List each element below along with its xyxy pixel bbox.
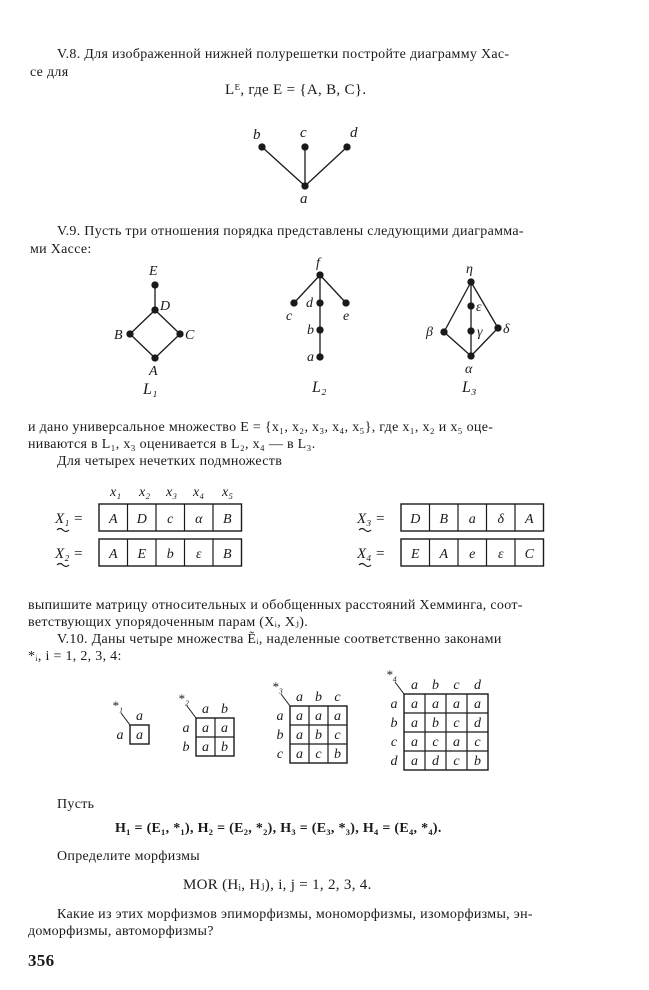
op-col-header: c (334, 690, 341, 705)
l2-node-b: b (307, 323, 314, 338)
col-header-x2: x₂ (139, 485, 151, 500)
v10-define: Определите морфизмы (57, 849, 200, 864)
op-col-header: b (221, 702, 228, 717)
set-cell-value: ε (195, 547, 202, 562)
v8-line2: се для (30, 65, 69, 80)
op-corner-line (395, 682, 404, 694)
op-cell: a (296, 709, 303, 724)
set-cell-value: ε (497, 547, 504, 562)
set-x2-label: X₂ = (55, 546, 84, 562)
v9-text1: и дано универсальное множество E = {x₁, x₂, x₃, x₄, x₅}, где x₁, x₂ и x₅ оце- (28, 420, 494, 435)
col-header-x5: x₅ (222, 485, 234, 500)
l2-name: L₂ (312, 379, 327, 396)
set-cell-value: D (136, 512, 147, 527)
v9-text5: ветствующих упорядоченным парам (Xᵢ, Xⱼ). (28, 615, 309, 630)
op-cell: a (411, 716, 418, 731)
op-row-header: a (390, 697, 398, 712)
l1-node-C: C (185, 328, 195, 343)
set-cell-value: b (166, 547, 174, 562)
op-cell: a (411, 754, 418, 769)
op-col-header: a (202, 702, 209, 717)
v8-semilattice-graph (259, 144, 350, 189)
l1-node-D: D (160, 299, 171, 314)
op-corner-line (121, 713, 130, 725)
op-cell: c (315, 747, 322, 762)
l1-hasse-diagram (114, 264, 195, 398)
op-cell: b (315, 728, 322, 743)
set-cell-value: C (524, 547, 534, 562)
op-table-1 (112, 698, 149, 744)
l3-node-beta: β (426, 325, 433, 340)
set-x1-label: X₁ = (55, 511, 84, 527)
v9-line1: V.9. Пусть три отношения порядка представлены следующими диаграмма- (57, 224, 524, 239)
l1-node-B: B (114, 328, 123, 343)
l1-name: L₁ (143, 381, 158, 398)
op-row-header: b (276, 728, 284, 743)
op-cell: a (296, 747, 303, 762)
set-cell-value: D (410, 512, 421, 527)
op-cell: a (334, 709, 341, 724)
op-cell: c (474, 735, 481, 750)
op-table-2 (178, 691, 234, 756)
v10-question1: Какие из этих морфизмов эпиморфизмы, мономорфизмы, изоморфизмы, эн- (57, 907, 533, 922)
v9-text3: Для четырех нечетких подмножеств (57, 454, 283, 469)
l2-node-c: c (286, 309, 293, 324)
set-cell-value: A (108, 512, 118, 527)
op-cell: a (474, 697, 481, 712)
op-row-header: a (116, 728, 124, 743)
v8-line1: V.8. Для изображенной нижней полурешетки постройте диаграмму Хас- (57, 47, 510, 62)
op-symbol: *₁ (112, 698, 124, 713)
op-cell: a (411, 735, 418, 750)
op-corner-line (187, 706, 196, 718)
op-cell: b (334, 747, 341, 762)
fuzzy-subsets (54, 485, 544, 567)
op-cell: a (202, 740, 209, 755)
op-cell: c (453, 754, 460, 769)
op-cell: b (474, 754, 481, 769)
set-cell-value: a (468, 512, 476, 527)
op-row-header: c (276, 747, 284, 762)
l3-hasse-diagram (425, 262, 510, 396)
set-cell-value: δ (497, 512, 505, 527)
op-col-header: a (296, 690, 303, 705)
l2-node-d: d (306, 296, 313, 311)
set-cell-value: e (469, 547, 476, 562)
v9-text2: ниваются в L₁, x₃ оценивается в L₂, x₄ — в L₃. (28, 437, 316, 452)
op-cell: a (315, 709, 322, 724)
v10-line2: *ᵢ, i = 1, 2, 3, 4: (28, 649, 122, 664)
l2-hasse-diagram (286, 256, 349, 396)
set-cell-value: B (222, 512, 232, 527)
op-row-header: b (182, 740, 190, 755)
v10-question2: доморфизмы, автоморфизмы? (28, 924, 214, 939)
op-corner-line (281, 694, 290, 706)
op-table-4 (386, 667, 488, 770)
v10-pust: Пусть (57, 797, 95, 812)
col-header-x4: x₄ (193, 485, 205, 500)
set-cell-value: B (222, 547, 232, 562)
op-row-header: a (182, 721, 190, 736)
set-cell-value: α (195, 512, 203, 527)
op-cell: b (221, 740, 228, 755)
op-col-header: a (411, 678, 418, 693)
v10-h-formula: H₁ = (E₁, *₁), H₂ = (E₂, *₂), H₃ = (E₃, *₃), H₄ = (E₄, *₄). (115, 821, 442, 836)
op-col-header: a (136, 709, 143, 724)
set-cell-value: A (524, 512, 534, 527)
page-number: 356 (28, 951, 55, 970)
l2-node-f: f (316, 256, 320, 271)
op-col-header: b (315, 690, 322, 705)
v8-node-a: a (300, 191, 308, 207)
v10-line1: V.10. Даны четыре множества Ẽᵢ, наделенные соответственно законами (57, 632, 502, 647)
l3-node-epsilon: ε (476, 300, 482, 315)
l3-node-gamma: γ (477, 325, 483, 340)
l3-node-delta: δ (503, 322, 510, 337)
op-row-header: c (390, 735, 398, 750)
op-cell: b (432, 716, 439, 731)
op-symbol: *₄ (386, 667, 398, 682)
op-cell: a (202, 721, 209, 736)
op-symbol: *₂ (178, 691, 190, 706)
set-cell-value: E (137, 547, 147, 562)
v8-node-d: d (350, 125, 358, 141)
op-cell: a (432, 697, 439, 712)
v8-node-c: c (300, 125, 307, 141)
op-cell: a (453, 697, 460, 712)
set-x3-label: X₃ = (357, 511, 386, 527)
set-x4-label: X₄ = (357, 546, 386, 562)
op-row-header: d (390, 754, 398, 769)
l2-node-a: a (307, 350, 314, 365)
v10-mor: MOR (Hᵢ, Hⱼ), i, j = 1, 2, 3, 4. (183, 877, 372, 893)
op-col-header: c (453, 678, 460, 693)
set-cell-value: E (410, 547, 420, 562)
op-cell: a (296, 728, 303, 743)
l1-node-A: A (149, 364, 158, 379)
col-header-x3: x₃ (166, 485, 178, 500)
op-cell: c (453, 716, 460, 731)
op-table-3 (272, 679, 347, 763)
op-cell: a (411, 697, 418, 712)
l1-node-E: E (149, 264, 158, 279)
set-cell-value: A (108, 547, 118, 562)
op-col-header: d (474, 678, 481, 693)
op-cell: d (474, 716, 481, 731)
v9-text4: выпишите матрицу относительных и обобщенных расстояний Хемминга, соот- (28, 598, 523, 613)
set-cell-value: A (439, 547, 449, 562)
l3-node-alpha: α (465, 362, 473, 377)
op-cell: a (453, 735, 460, 750)
op-row-header: a (276, 709, 284, 724)
op-cell: c (334, 728, 341, 743)
v8-formula: Lᴱ, где E = {A, B, C}. (225, 82, 367, 98)
col-header-x1: x₁ (110, 485, 122, 500)
op-cell: a (221, 721, 228, 736)
op-cell: a (136, 728, 143, 743)
op-symbol: *₃ (272, 679, 284, 694)
op-row-header: b (390, 716, 398, 731)
set-cell-value: B (439, 512, 449, 527)
op-cell: c (432, 735, 439, 750)
set-cell-value: c (167, 512, 174, 527)
l3-name: L₃ (462, 379, 477, 396)
l2-node-e: e (343, 309, 350, 324)
operation-tables (112, 667, 488, 770)
v8-node-b: b (253, 127, 261, 143)
l3-node-eta: η (466, 262, 473, 277)
op-cell: d (432, 754, 439, 769)
v9-line2: ми Хассе: (30, 242, 92, 257)
op-col-header: b (432, 678, 439, 693)
